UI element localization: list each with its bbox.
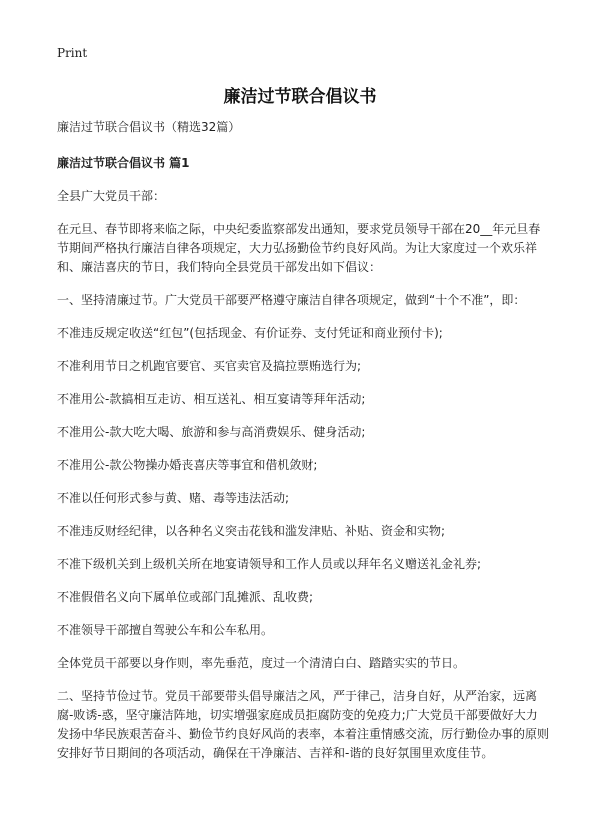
section-heading: 廉洁过节联合倡议书 篇1 [57,156,190,170]
paragraph-section-two: 二、坚持节俭过节。党员干部要带头倡导廉洁之风，严于律己，洁身自好，从严治家，远离腐-败诱-惑，坚守廉洁阵地，切实增强家庭成员拒腐防变的免疫力;广大党员干部要做好大力发扬中华民族艰苦奋斗、勤俭节约良好风尚的表率，本着注重情感交流，厉行勤俭办事的原则安排好节日期间的各项活动，确保在干净廉洁、吉祥和-谐的良好氛围里欢度佳节。 [57,689,550,760]
rule-item: 不准利用节日之机跑官要官、买官卖官及搞拉票贿选行为; [57,359,362,373]
rule-item: 不准下级机关到上级机关所在地宴请领导和工作人员或以拜年名义赠送礼金礼券; [57,557,482,571]
paragraph-salutation: 全县广大党员干部： [57,189,166,203]
rule-item: 不准用公-款搞相互走访、相互送礼、相互宴请等拜年活动; [57,392,366,406]
rule-item: 不准用公-款公物操办婚丧喜庆等事宜和借机敛财; [57,458,318,472]
document-body [57,118,549,777]
document-title: 廉洁过节联合倡议书 [223,87,377,107]
rule-item: 不准违反规定收送“红包”(包括现金、有价证券、支付凭证和商业预付卡); [57,326,443,340]
paragraph-section-one: 一、坚持清廉过节。广大党员干部要严格遵守廉洁自律各项规定，做到“十个不准”，即： [57,293,526,307]
paragraph-intro: 在元旦、春节即将来临之际，中央纪委监察部发出通知，要求党员领导干部在20__年元旦春节期间严格执行廉洁自律各项规定，大力弘扬勤俭节约良好风尚。为让大家度过一个欢乐祥和、廉洁喜庆的节日，我们特向全县党员干部发出如下倡议： [57,222,541,274]
rule-item: 不准领导干部擅自驾驶公车和公车私用。 [57,623,274,637]
rule-item: 不准以任何形式参与黄、赌、毒等违法活动; [57,491,290,505]
rule-item: 不准用公-款大吃大喝、旅游和参与高消费娱乐、健身活动; [57,425,366,439]
print-label: Print [57,46,88,60]
document-subtitle: 廉洁过节联合倡议书（精选32篇） [57,120,241,134]
rule-item: 不准违反财经纪律，以各种名义突击花钱和滥发津贴、补贴、资金和实物; [57,524,446,538]
paragraph-summary: 全体党员干部要以身作则，率先垂范，度过一个清清白白、踏踏实实的节日。 [57,656,466,670]
rule-item: 不准假借名义向下属单位或部门乱摊派、乱收费; [57,590,314,604]
